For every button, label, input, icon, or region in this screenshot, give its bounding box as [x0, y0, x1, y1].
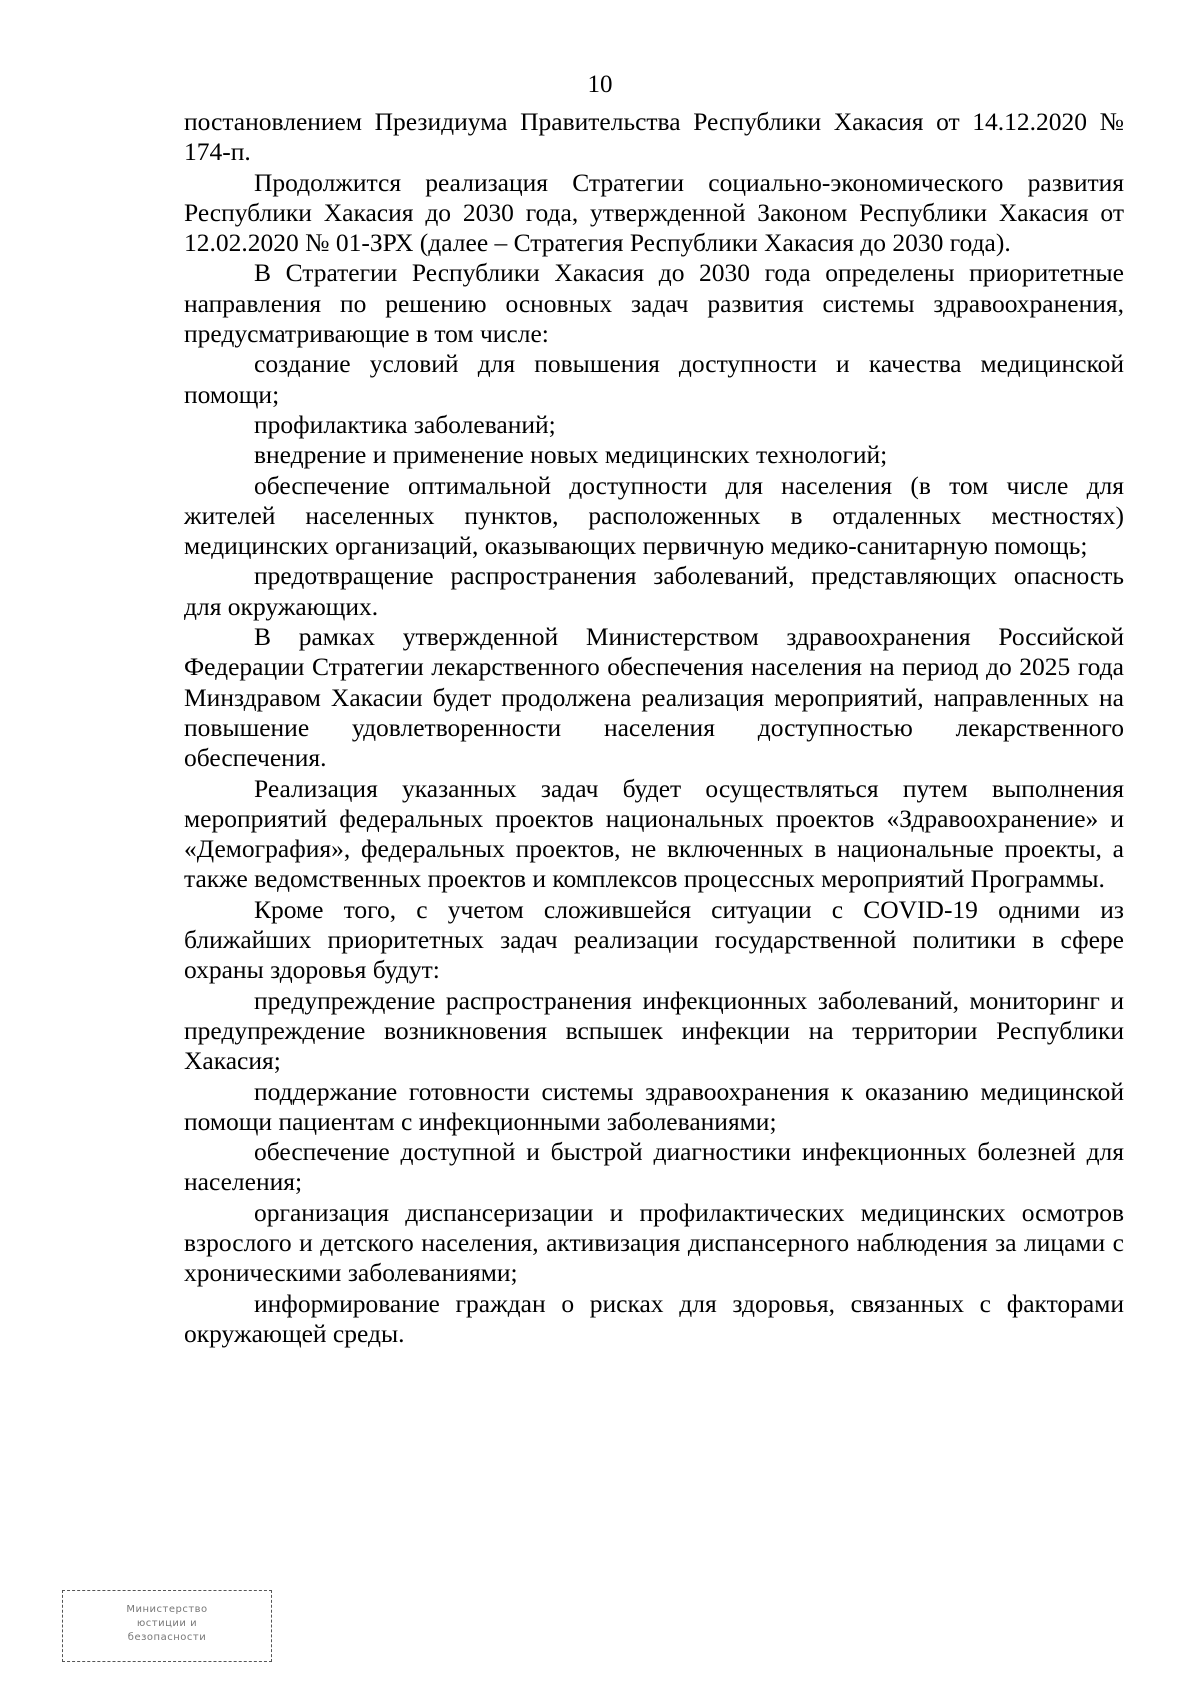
- list-item: информирование граждан о рисках для здоровья, связанных с факторами окружающей среды.: [184, 1288, 1124, 1348]
- paragraph: Реализация указанных задач будет осуществляться путем выполнения мероприятий федеральных проектов национальных проектов «Здравоохранение» и «Демография», федеральных проектов, не включенных в национальные проекты, а также ведомственных проектов и комплексов процессных мероприятий Программы.: [184, 773, 1124, 894]
- stamp-line: безопасности: [127, 1632, 207, 1643]
- paragraph: В Стратегии Республики Хакасия до 2030 года определены приоритетные направления по решению основных задач развития системы здравоохранения, предусматривающие в том числе:: [184, 258, 1124, 349]
- list-item: внедрение и применение новых медицинских технологий;: [254, 440, 888, 470]
- list-item: профилактика заболеваний;: [254, 409, 556, 439]
- paragraph: В рамках утвержденной Министерством здравоохранения Российской Федерации Стратегии лекарственного обеспечения населения на период до 2025 года Минздравом Хакасии будет продолжена реализация мероприятий, направленных на повышение удовлетворенности населения доступностью лекарственного обеспечения.: [184, 622, 1124, 773]
- stamp-line: Министерство: [126, 1604, 208, 1615]
- document-body: [184, 107, 1124, 1349]
- list-item: обеспечение доступной и быстрой диагностики инфекционных болезней для населения;: [184, 1137, 1124, 1197]
- registration-stamp: [62, 1590, 272, 1662]
- list-item: обеспечение оптимальной доступности для населения (в том числе для жителей населенных пунктов, расположенных в отдаленных местностях) медицинских организаций, оказывающих первичную медико-санитарную помощь;: [184, 470, 1124, 561]
- list-item: предупреждение распространения инфекционных заболеваний, мониторинг и предупреждение возникновения вспышек инфекции на территории Республики Хакасия;: [184, 985, 1124, 1076]
- stamp-line: юстиции и: [136, 1618, 198, 1629]
- paragraph: Продолжится реализация Стратегии социально-экономического развития Республики Хакасия до 2030 года, утвержденной Законом Республики Хакасия от 12.02.2020 № 01-ЗРХ (далее – Стратегия Республики Хакасия до 2030 года).: [184, 167, 1124, 258]
- paragraph: постановлением Президиума Правительства Республики Хакасия от 14.12.2020 № 174-п.: [184, 107, 1124, 167]
- list-item: поддержание готовности системы здравоохранения к оказанию медицинской помощи пациентам с инфекционными заболеваниями;: [184, 1076, 1124, 1136]
- list-item: предотвращение распространения заболеваний, представляющих опасность для окружающих.: [184, 561, 1124, 621]
- page-number: 10: [587, 71, 613, 98]
- list-item: создание условий для повышения доступности и качества медицинской помощи;: [184, 349, 1124, 409]
- paragraph: Кроме того, с учетом сложившейся ситуации с COVID-19 одними из ближайших приоритетных задач реализации государственной политики в сфере охраны здоровья будут:: [184, 894, 1124, 985]
- list-item: организация диспансеризации и профилактических медицинских осмотров взрослого и детского населения, активизация диспансерного наблюдения за лицами с хроническими заболеваниями;: [184, 1197, 1124, 1288]
